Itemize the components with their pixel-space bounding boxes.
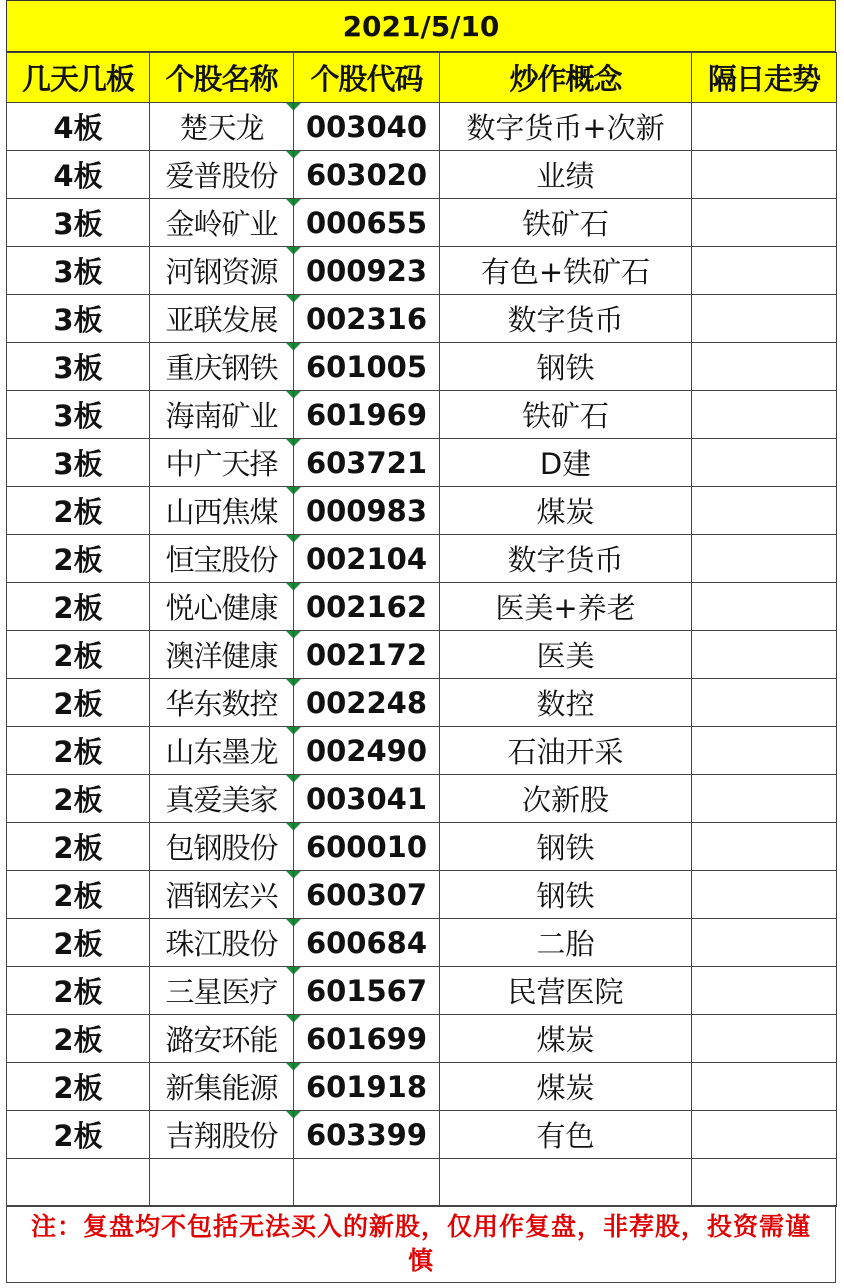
sheet-title: 2021/5/10	[6, 0, 836, 52]
cell-concept[interactable]: 数字货币	[440, 535, 692, 583]
cell-next-day[interactable]	[692, 1015, 837, 1063]
table-row	[7, 823, 837, 871]
table-row	[7, 727, 837, 775]
cell-concept[interactable]: 钢铁	[440, 871, 692, 919]
cell-concept[interactable]: 铁矿石	[440, 199, 692, 247]
cell-boards[interactable]: 2板	[7, 1111, 150, 1159]
cell-code[interactable]: 601918	[294, 1063, 440, 1111]
table-row	[7, 919, 837, 967]
cell-name[interactable]: 山西焦煤	[150, 487, 294, 535]
cell-code[interactable]: 002162	[294, 583, 440, 631]
cell-code[interactable]: 002172	[294, 631, 440, 679]
table-row	[7, 151, 837, 199]
cell-next-day[interactable]	[692, 727, 837, 775]
cell-next-day[interactable]	[692, 343, 837, 391]
header-code: 个股代码	[294, 53, 440, 103]
cell-next-day[interactable]	[692, 199, 837, 247]
cell-boards[interactable]: 2板	[7, 583, 150, 631]
table-row	[7, 487, 837, 535]
cell-concept[interactable]: 数字货币	[440, 295, 692, 343]
cell-concept[interactable]: 业绩	[440, 151, 692, 199]
cell-code[interactable]: 603721	[294, 439, 440, 487]
cell-boards[interactable]: 2板	[7, 919, 150, 967]
header-concept: 炒作概念	[440, 53, 692, 103]
table-row	[7, 247, 837, 295]
table-row	[7, 583, 837, 631]
cell-code[interactable]: 600307	[294, 871, 440, 919]
cell-code[interactable]: 601005	[294, 343, 440, 391]
cell-name[interactable]: 华东数控	[150, 679, 294, 727]
cell-next-day[interactable]	[692, 247, 837, 295]
cell-name[interactable]: 亚联发展	[150, 295, 294, 343]
cell-next-day[interactable]	[692, 823, 837, 871]
cell-next-day[interactable]	[692, 679, 837, 727]
cell-code[interactable]: 002248	[294, 679, 440, 727]
cell-next-day[interactable]	[692, 1111, 837, 1159]
cell-concept[interactable]: 数控	[440, 679, 692, 727]
cell-concept[interactable]: D建	[440, 439, 692, 487]
cell-concept[interactable]: 铁矿石	[440, 391, 692, 439]
cell-boards[interactable]: 3板	[7, 343, 150, 391]
table-row	[7, 1159, 837, 1207]
cell-name[interactable]: 吉翔股份	[150, 1111, 294, 1159]
cell-name[interactable]: 澳洋健康	[150, 631, 294, 679]
table-row	[7, 679, 837, 727]
cell-next-day[interactable]	[692, 631, 837, 679]
cell-next-day[interactable]	[692, 151, 837, 199]
cell-code[interactable]: 601969	[294, 391, 440, 439]
cell-concept[interactable]: 煤炭	[440, 1063, 692, 1111]
cell-code[interactable]: 000655	[294, 199, 440, 247]
cell-name[interactable]: 珠江股份	[150, 919, 294, 967]
table-row	[7, 871, 837, 919]
cell-next-day[interactable]	[692, 583, 837, 631]
stock-review-sheet	[6, 0, 836, 1288]
cell-code[interactable]: 003041	[294, 775, 440, 823]
table-row	[7, 391, 837, 439]
table-row	[7, 1111, 837, 1159]
cell-boards[interactable]: 2板	[7, 823, 150, 871]
cell-code[interactable]: 603399	[294, 1111, 440, 1159]
header-next-day: 隔日走势	[692, 53, 837, 103]
cell-name[interactable]: 真爱美家	[150, 775, 294, 823]
cell-next-day[interactable]	[692, 967, 837, 1015]
cell-name[interactable]: 海南矿业	[150, 391, 294, 439]
header-boards: 几天几板	[7, 53, 150, 103]
cell-next-day[interactable]	[692, 919, 837, 967]
cell-concept[interactable]: 二胎	[440, 919, 692, 967]
cell-code[interactable]: 002490	[294, 727, 440, 775]
cell-next-day[interactable]	[692, 1159, 837, 1207]
cell-boards[interactable]: 2板	[7, 727, 150, 775]
table-row	[7, 439, 837, 487]
cell-boards[interactable]: 4板	[7, 151, 150, 199]
cell-next-day[interactable]	[692, 487, 837, 535]
cell-boards[interactable]: 3板	[7, 199, 150, 247]
cell-code[interactable]: 600684	[294, 919, 440, 967]
cell-name[interactable]: 三星医疗	[150, 967, 294, 1015]
table-row	[7, 343, 837, 391]
cell-name[interactable]: 潞安环能	[150, 1015, 294, 1063]
cell-name[interactable]: 中广天择	[150, 439, 294, 487]
cell-name[interactable]: 爱普股份	[150, 151, 294, 199]
cell-concept[interactable]: 煤炭	[440, 487, 692, 535]
cell-next-day[interactable]	[692, 439, 837, 487]
cell-concept[interactable]: 民营医院	[440, 967, 692, 1015]
cell-boards[interactable]: 2板	[7, 1063, 150, 1111]
table-row	[7, 295, 837, 343]
cell-boards[interactable]: 2板	[7, 1015, 150, 1063]
cell-code[interactable]: 601567	[294, 967, 440, 1015]
header-name: 个股名称	[150, 53, 294, 103]
cell-name[interactable]	[150, 1159, 294, 1207]
cell-concept[interactable]: 有色+铁矿石	[440, 247, 692, 295]
cell-boards[interactable]: 3板	[7, 439, 150, 487]
cell-code[interactable]: 000923	[294, 247, 440, 295]
cell-code[interactable]: 000983	[294, 487, 440, 535]
cell-boards[interactable]: 2板	[7, 487, 150, 535]
cell-boards[interactable]: 4板	[7, 103, 150, 151]
cell-boards[interactable]	[7, 1159, 150, 1207]
cell-concept[interactable]: 数字货币+次新	[440, 103, 692, 151]
table-row	[7, 1063, 837, 1111]
cell-boards[interactable]: 2板	[7, 535, 150, 583]
cell-boards[interactable]: 3板	[7, 247, 150, 295]
cell-next-day[interactable]	[692, 775, 837, 823]
table-row	[7, 103, 837, 151]
cell-next-day[interactable]	[692, 871, 837, 919]
cell-boards[interactable]: 3板	[7, 391, 150, 439]
cell-name[interactable]: 重庆钢铁	[150, 343, 294, 391]
cell-name[interactable]: 山东墨龙	[150, 727, 294, 775]
cell-concept[interactable]: 钢铁	[440, 343, 692, 391]
limit-up-table	[6, 52, 837, 1207]
cell-boards[interactable]: 2板	[7, 871, 150, 919]
cell-name[interactable]: 悦心健康	[150, 583, 294, 631]
cell-concept[interactable]: 钢铁	[440, 823, 692, 871]
cell-concept[interactable]: 煤炭	[440, 1015, 692, 1063]
cell-next-day[interactable]	[692, 103, 837, 151]
cell-next-day[interactable]	[692, 295, 837, 343]
cell-boards[interactable]: 2板	[7, 967, 150, 1015]
cell-code[interactable]: 002316	[294, 295, 440, 343]
cell-concept[interactable]: 医美	[440, 631, 692, 679]
cell-code[interactable]	[294, 1159, 440, 1207]
cell-code[interactable]: 002104	[294, 535, 440, 583]
cell-name[interactable]: 包钢股份	[150, 823, 294, 871]
cell-code[interactable]: 603020	[294, 151, 440, 199]
header-row	[7, 53, 837, 103]
table-row	[7, 535, 837, 583]
cell-concept[interactable]: 石油开采	[440, 727, 692, 775]
table-row	[7, 1015, 837, 1063]
cell-code[interactable]: 601699	[294, 1015, 440, 1063]
cell-code[interactable]: 600010	[294, 823, 440, 871]
cell-name[interactable]: 新集能源	[150, 1063, 294, 1111]
cell-next-day[interactable]	[692, 1063, 837, 1111]
cell-name[interactable]: 金岭矿业	[150, 199, 294, 247]
cell-concept[interactable]: 有色	[440, 1111, 692, 1159]
cell-concept[interactable]	[440, 1159, 692, 1207]
table-row	[7, 775, 837, 823]
cell-boards[interactable]: 2板	[7, 775, 150, 823]
cell-concept[interactable]: 次新股	[440, 775, 692, 823]
cell-boards[interactable]: 3板	[7, 295, 150, 343]
table-row	[7, 967, 837, 1015]
cell-next-day[interactable]	[692, 391, 837, 439]
cell-name[interactable]: 恒宝股份	[150, 535, 294, 583]
cell-concept[interactable]: 医美+养老	[440, 583, 692, 631]
cell-name[interactable]: 酒钢宏兴	[150, 871, 294, 919]
cell-name[interactable]: 楚天龙	[150, 103, 294, 151]
table-row	[7, 631, 837, 679]
cell-name[interactable]: 河钢资源	[150, 247, 294, 295]
cell-code[interactable]: 003040	[294, 103, 440, 151]
disclaimer-note: 注：复盘均不包括无法买入的新股，仅用作复盘，非荐股，投资需谨慎	[6, 1205, 836, 1283]
table-row	[7, 199, 837, 247]
cell-boards[interactable]: 2板	[7, 679, 150, 727]
cell-next-day[interactable]	[692, 535, 837, 583]
cell-boards[interactable]: 2板	[7, 631, 150, 679]
